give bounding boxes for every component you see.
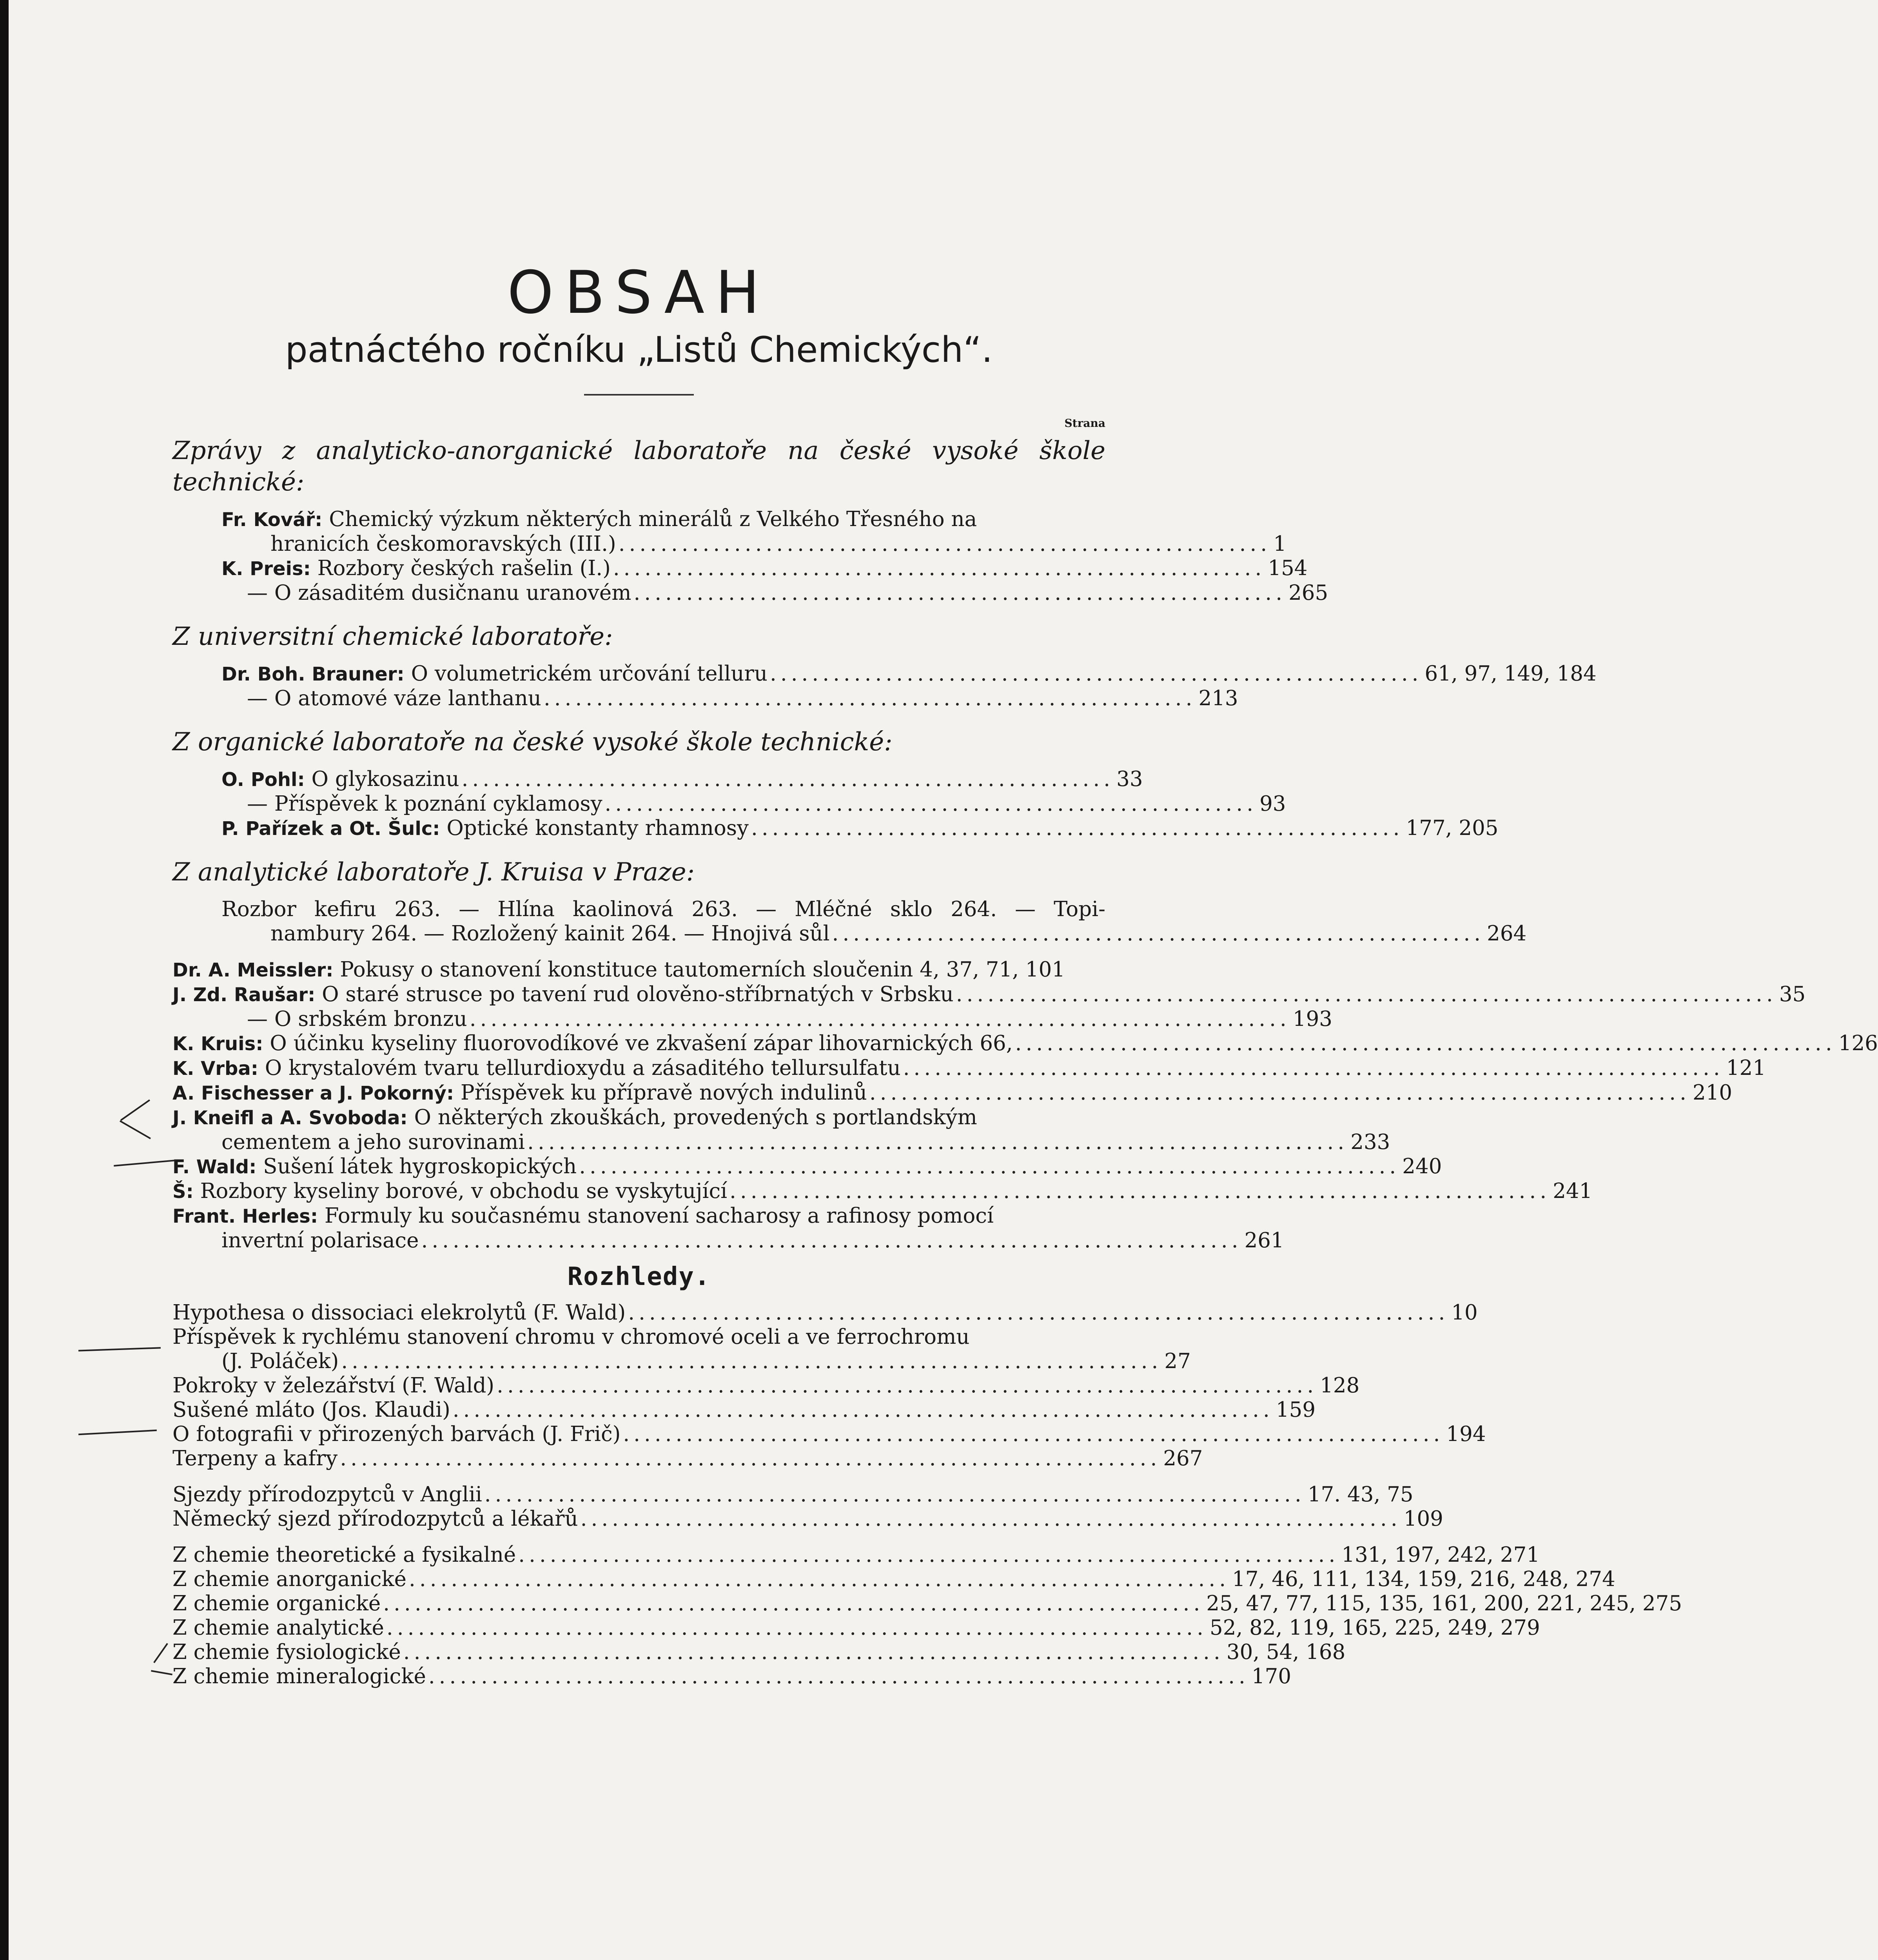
author: K. Preis:: [221, 558, 311, 580]
toc-entry: F. Wald: Sušení látek hygroskopických .............................................................................. 240: [172, 1154, 1442, 1178]
author: O. Pohl:: [221, 769, 305, 791]
page-number: 177, 205: [1406, 816, 1499, 840]
entry-title: Sušené mláto (Jos. Klaudi): [172, 1398, 450, 1422]
page-number: 131, 197, 242, 271: [1341, 1543, 1540, 1567]
toc-entry: [172, 1105, 1105, 1130]
author: J. Kneifl a A. Svoboda:: [172, 1107, 408, 1129]
entry-title: — O srbském bronzu: [247, 1007, 467, 1031]
toc-entry: [172, 1204, 1105, 1229]
page-number: 93: [1259, 792, 1286, 816]
page-number: 30, 54, 168: [1226, 1640, 1346, 1664]
entry-title: Z chemie anorganické: [172, 1567, 407, 1591]
toc-entry: Z chemie mineralogické .............................................................................. 170: [172, 1664, 1292, 1688]
page-number: 264: [1487, 922, 1527, 946]
toc-entry: Z chemie theoretické a fysikalné .............................................................................. 131, 197, 242, 271: [172, 1543, 1540, 1567]
page-number: 1: [1273, 532, 1286, 556]
author: K. Vrba:: [172, 1058, 258, 1080]
page-number: 126: [1838, 1031, 1878, 1055]
misc-entries: [172, 958, 1878, 1253]
entry-title: Z chemie analytické: [172, 1616, 384, 1640]
page-number: 121: [1726, 1056, 1766, 1080]
section-heading-4: Z analytické laboratoře J. Kruisa v Praze:: [172, 858, 695, 887]
toc-entry: Dr. Boh. Brauner: O volumetrickém určování telluru .............................................................. 61, 97, 149, 184: [221, 662, 1597, 686]
entry-title: — Příspěvek k poznání cyklamosy: [247, 792, 602, 816]
entry-title: O staré strusce po tavení rud olověno-stříbrnatých v Srbsku: [322, 982, 954, 1006]
toc-entry: K. Preis: Rozbory českých rašelin (I.) .............................................................. 154: [221, 556, 1308, 580]
toc-entry: Š: Rozbory kyseliny borové, v obchodu se vyskytující .............................................................................. 241: [172, 1179, 1593, 1203]
toc-entry: Fr. Kovář: Chemický výzkum některých minerálů z Velkého Třesného na hranicích českomoravských (III.) .............................................................. 1: [221, 507, 1286, 556]
entry-title: Z chemie mineralogické: [172, 1664, 426, 1688]
entry-title: O účinku kyseliny fluorovodíkové ve zkvašení zápar lihovarnických 66,: [270, 1031, 1013, 1055]
entry-title: Formuly ku současnému stanovení sacharosy a rafinosy pomocí: [324, 1204, 994, 1228]
page-number: 265: [1288, 581, 1328, 605]
toc-entry: Z chemie organické .............................................................................. 25, 47, 77, 115, 135, 161, 200, 221, 245, 275: [172, 1592, 1682, 1615]
toc-entry: Rozbor kefiru 263. — Hlína kaolinová 263. — Mléčné sklo 264. — Topi- nambury 264. — Rozložený kainit 264. — Hnojivá sůl .............................................................. 264: [221, 897, 1527, 946]
page-number: 261: [1244, 1229, 1284, 1252]
page-number: 10: [1451, 1301, 1478, 1325]
scan-edge: [0, 0, 9, 1960]
entry-title: Příspěvek k rychlému stanovení chromu v chromové oceli a ve ferrochromu: [172, 1325, 970, 1349]
rozhledy-heading: Rozhledy.: [567, 1262, 711, 1291]
page-number: 194: [1446, 1422, 1486, 1446]
pencil-mark: [120, 1120, 151, 1139]
title-rule: [584, 394, 694, 396]
author: Fr. Kovář:: [221, 509, 323, 531]
entry-title: Z chemie organické: [172, 1592, 381, 1615]
toc-entry: K. Kruis: O účinku kyseliny fluorovodíkové ve zkvašení zápar lihovarnických 66, .............................................................................. 126: [172, 1031, 1878, 1055]
toc-entry: Z chemie anorganické .............................................................................. 17, 46, 111, 134, 159, 216, 248, 274: [172, 1567, 1615, 1591]
rozhledy-list-1: [172, 1301, 1486, 1471]
page-number: 61, 97, 149, 184: [1424, 662, 1597, 686]
page-number: 17, 46, 111, 134, 159, 216, 248, 274: [1232, 1567, 1615, 1591]
toc-entry: K. Vrba: O krystalovém tvaru tellurdioxydu a zásaditého tellursulfatu .............................................................................. 121: [172, 1056, 1766, 1080]
toc-entry: P. Pařízek a Ot. Šulc: Optické konstanty rhamnosy .............................................................. 177, 205: [221, 816, 1499, 840]
entry-title: Optické konstanty rhamnosy: [446, 816, 749, 840]
pencil-mark: [114, 1160, 176, 1167]
page-number: 170: [1251, 1664, 1292, 1688]
page-number: 154: [1268, 556, 1308, 580]
toc-entry: O fotografii v přirozených barvách (J. Frič) .............................................................................. 194: [172, 1422, 1486, 1446]
entry-title: Pokroky v železářství (F. Wald): [172, 1374, 495, 1397]
author: Dr. A. Meissler:: [172, 959, 334, 981]
toc-entry: Z chemie analytické .............................................................................. 52, 82, 119, 165, 225, 249, 279: [172, 1616, 1540, 1640]
rozhledy-list-3: [172, 1543, 1682, 1689]
entry-title: Hypothesa o dissociaci elekrolytů (F. Wald): [172, 1301, 626, 1325]
entry-title: Sjezdy přírodozpytců v Anglii: [172, 1483, 482, 1506]
toc-entry: O. Pohl: O glykosazinu .............................................................. 33: [221, 767, 1143, 791]
author: P. Pařízek a Ot. Šulc:: [221, 818, 440, 840]
toc-entry: Terpeny a kafry .............................................................................. 267: [172, 1446, 1203, 1470]
strana-label: Strana: [1064, 417, 1105, 430]
section-heading-2: Z universitní chemické laboratoře:: [172, 622, 613, 651]
section-heading-1: Zprávy z analyticko-anorganické laboratoře na české vysoké škole technické:: [172, 436, 1105, 497]
pencil-mark: [78, 1430, 157, 1435]
toc-entry: [172, 958, 1105, 982]
author: F. Wald:: [172, 1156, 257, 1178]
toc-entry: — O atomové váze lanthanu .............................................................. 213: [247, 686, 1238, 710]
page-number: 27: [1164, 1349, 1191, 1373]
page-number: 213: [1198, 686, 1238, 710]
toc-entry: Sušené mláto (Jos. Klaudi) .............................................................................. 159: [172, 1398, 1316, 1422]
entry-title: Příspěvek ku přípravě nových indulinů: [460, 1081, 867, 1105]
pencil-mark: [78, 1347, 161, 1351]
page-number: 267: [1163, 1446, 1203, 1470]
page-title: OBSAH: [507, 259, 771, 327]
toc-entry: cementem a jeho surovinami .............................................................................. 233: [221, 1130, 1390, 1154]
page-number: 109: [1403, 1507, 1443, 1531]
page-number: 233: [1350, 1130, 1390, 1154]
pencil-mark: [120, 1100, 150, 1121]
rozhledy-list-2: [172, 1483, 1443, 1531]
page-number: 33: [1116, 767, 1143, 791]
entry-title: O volumetrickém určování telluru: [411, 662, 768, 686]
entry-title: Terpeny a kafry: [172, 1446, 338, 1470]
pencil-mark: [151, 1670, 172, 1675]
entry-title: nambury 264. — Rozložený kainit 264. — Hnojivá sůl: [270, 922, 830, 946]
entry-title: Rozbory kyseliny borové, v obchodu se vyskytující: [200, 1179, 728, 1203]
author: J. Zd. Raušar:: [172, 984, 316, 1006]
entry-title: Pokusy o stanovení konstituce tautomerních sloučenin 4, 37, 71, 101: [340, 958, 1065, 982]
toc-entry: J. Zd. Raušar: O staré strusce po tavení rud olověno-stříbrnatých v Srbsku .............................................................................. 35: [172, 982, 1806, 1006]
entry-title: — O zásaditém dusičnanu uranovém: [247, 581, 631, 605]
page-number: 25, 47, 77, 115, 135, 161, 200, 221, 245, 275: [1206, 1592, 1682, 1615]
toc: [172, 416, 1878, 1689]
toc-entry: — O zásaditém dusičnanu uranovém .............................................................. 265: [247, 581, 1328, 605]
entry-title: hranicích českomoravských (III.): [270, 532, 616, 556]
entry-title: Německý sjezd přírodozpytců a lékařů: [172, 1507, 578, 1531]
page-subtitle: patnáctého ročníku „Listů Chemických“.: [285, 329, 993, 370]
toc-entry: Sjezdy přírodozpytců v Anglii .............................................................................. 17. 43, 75: [172, 1483, 1413, 1506]
toc-entry: — Příspěvek k poznání cyklamosy .............................................................. 93: [247, 792, 1286, 816]
entry-title: cementem a jeho surovinami: [221, 1130, 525, 1154]
entry-title: (J. Poláček): [221, 1349, 339, 1373]
entry-title: O krystalovém tvaru tellurdioxydu a zásaditého tellursulfatu: [265, 1056, 901, 1080]
author: Frant. Herles:: [172, 1205, 318, 1227]
entry-title: O některých zkouškách, provedených s portlandským: [414, 1105, 977, 1129]
author: K. Kruis:: [172, 1033, 263, 1055]
entry-title: O glykosazinu: [311, 767, 459, 791]
page-number: 52, 82, 119, 165, 225, 249, 279: [1210, 1616, 1540, 1640]
page-number: 17. 43, 75: [1307, 1483, 1413, 1506]
page-number: 241: [1553, 1179, 1593, 1203]
page-number: 159: [1276, 1398, 1316, 1422]
toc-entry: Hypothesa o dissociaci elekrolytů (F. Wald) .............................................................................. 10: [172, 1301, 1478, 1325]
toc-entry: — O srbském bronzu .............................................................................. 193: [247, 1007, 1333, 1031]
toc-entry: [172, 1325, 1105, 1349]
entry-title: invertní polarisace: [221, 1229, 419, 1252]
entry-title: — O atomové váze lanthanu: [247, 686, 541, 710]
toc-entry: Z chemie fysiologické .............................................................................. 30, 54, 168: [172, 1640, 1346, 1664]
pencil-mark: [153, 1643, 168, 1663]
entry-title: O fotografii v přirozených barvách (J. Frič): [172, 1422, 621, 1446]
author: Š:: [172, 1181, 194, 1203]
page-number: 193: [1292, 1007, 1333, 1031]
author: A. Fischesser a J. Pokorný:: [172, 1082, 454, 1104]
toc-entry: Pokroky v železářství (F. Wald) .............................................................................. 128: [172, 1374, 1360, 1397]
entry-title: Z chemie theoretické a fysikalné: [172, 1543, 516, 1567]
toc-entry: A. Fischesser a J. Pokorný: Příspěvek ku přípravě nových indulinů .............................................................................. 210: [172, 1081, 1733, 1105]
page-number: 35: [1779, 982, 1806, 1006]
entry-title: Rozbor kefiru 263. — Hlína kaolinová 263. — Mléčné sklo 264. — Topi-: [221, 897, 1105, 921]
toc-entry: (J. Poláček) .............................................................................. 27: [221, 1349, 1191, 1373]
toc-entry: Německý sjezd přírodozpytců a lékařů .............................................................................. 109: [172, 1507, 1443, 1531]
page-number: 210: [1692, 1081, 1733, 1105]
page-number: 240: [1402, 1154, 1442, 1178]
entry-title: Sušení látek hygroskopických: [263, 1154, 577, 1178]
toc-entry: invertní polarisace .............................................................................. 261: [221, 1229, 1284, 1252]
section-heading-3: Z organické laboratoře na české vysoké škole technické:: [172, 728, 893, 757]
entry-title: Chemický výzkum některých minerálů z Velkého Třesného na: [329, 507, 977, 531]
page-number: 128: [1320, 1374, 1360, 1397]
entry-title: Rozbory českých rašelin (I.): [317, 556, 611, 580]
author: Dr. Boh. Brauner:: [221, 663, 405, 685]
entry-title: Z chemie fysiologické: [172, 1640, 401, 1664]
